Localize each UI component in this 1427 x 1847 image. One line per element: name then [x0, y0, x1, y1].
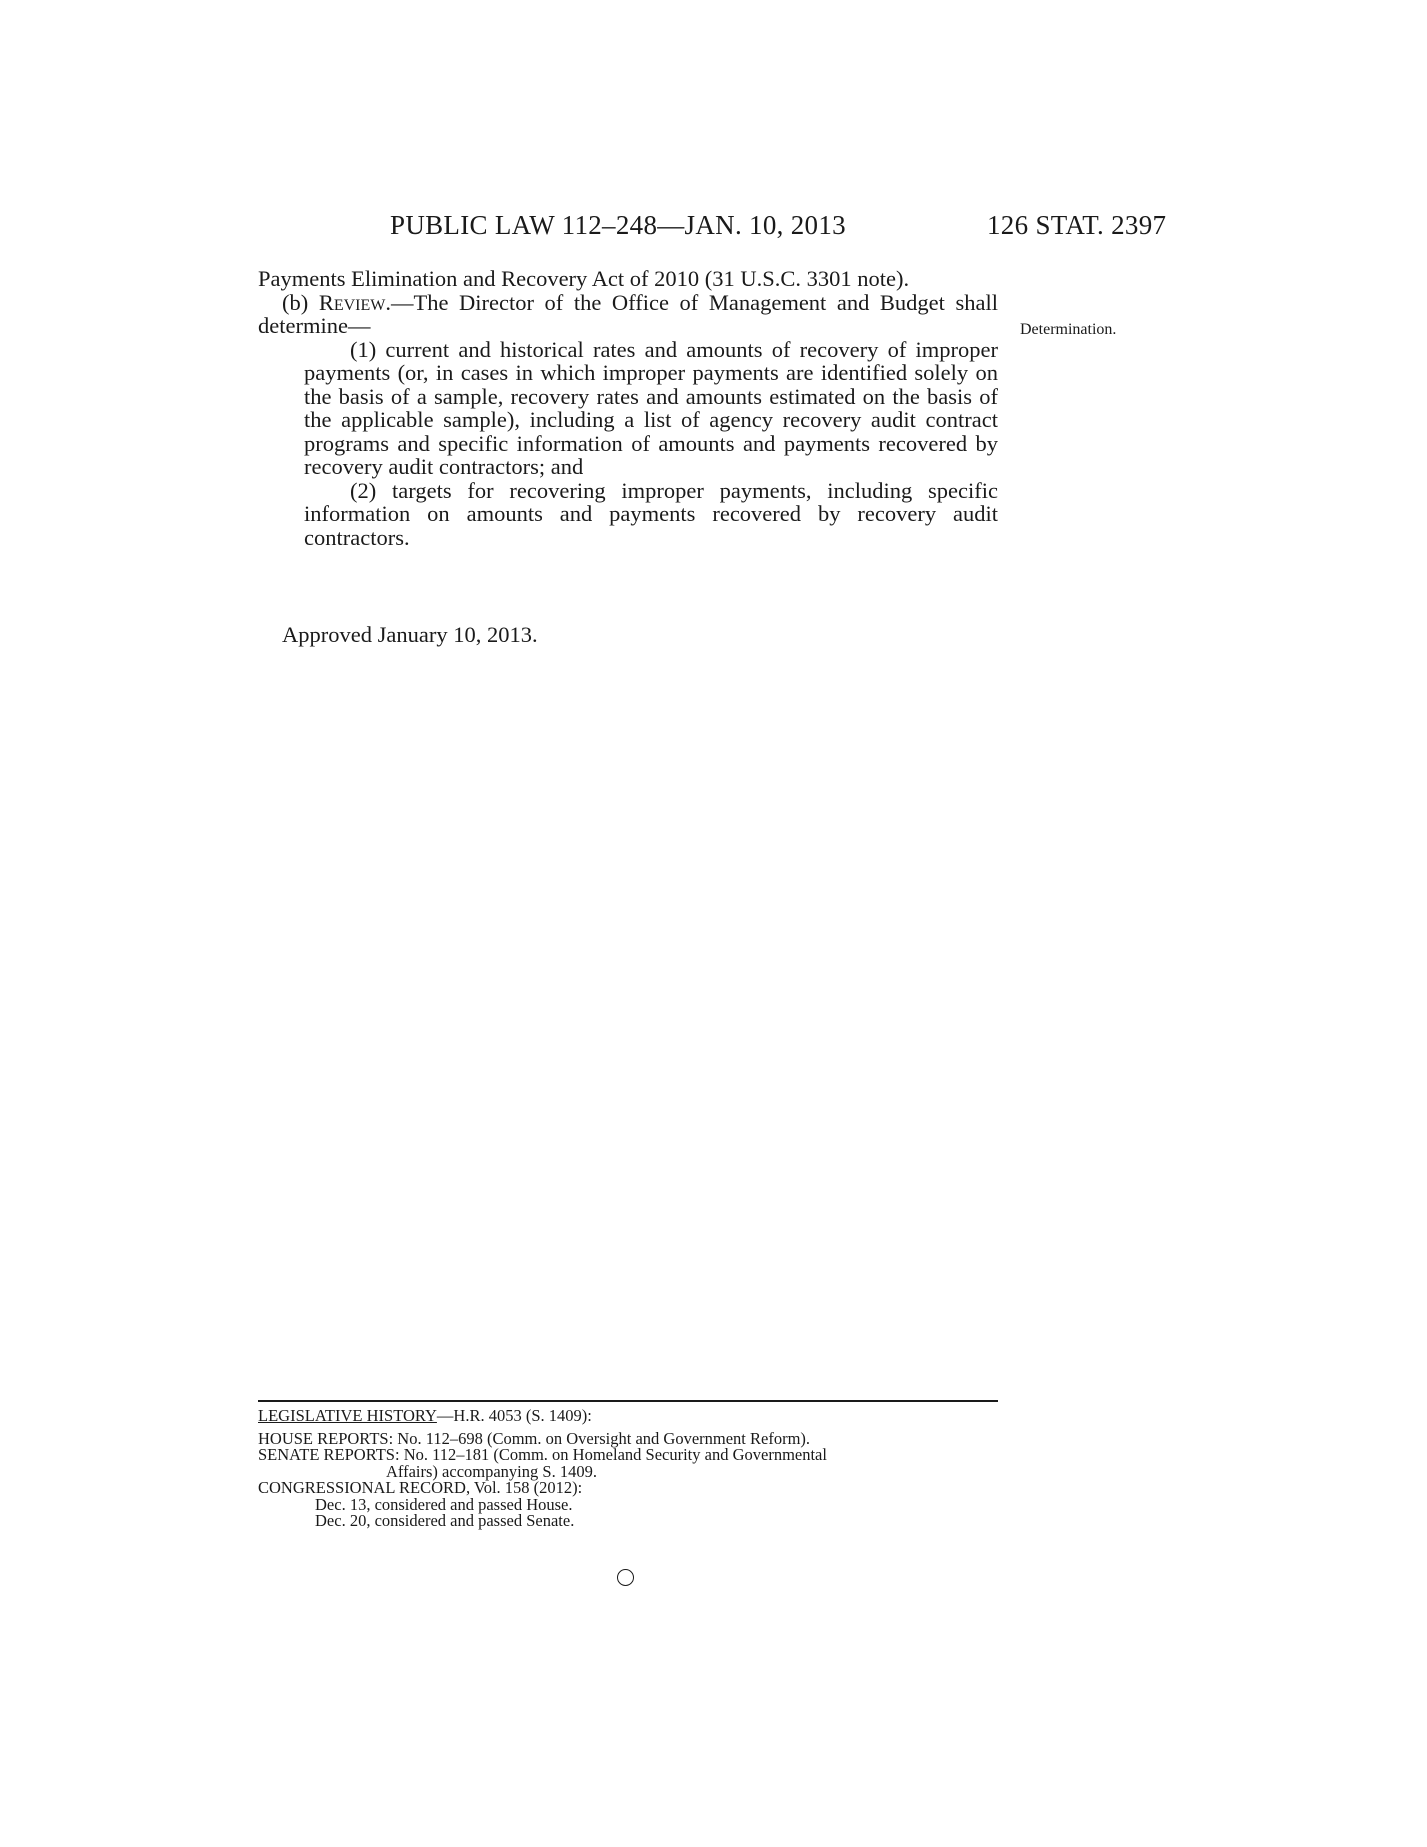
margin-note: Determination. — [1020, 321, 1117, 338]
house-action: Dec. 13, considered and passed House. — [315, 1494, 573, 1514]
legislative-history-heading — [258, 1408, 1003, 1425]
senate-action: Dec. 20, considered and passed Senate. — [315, 1511, 575, 1530]
legislative-history — [258, 1408, 1003, 1530]
subsection-b — [258, 291, 998, 338]
legislative-history-label: LEGISLATIVE HISTORY — [258, 1406, 437, 1425]
continuation-paragraph: Payments Elimination and Recovery Act of 2010 (31 U.S.C. 3301 note). — [258, 266, 910, 291]
subsection-b-heading: Review — [318, 289, 386, 315]
running-header-title: PUBLIC LAW 112–248—JAN. 10, 2013 — [390, 210, 846, 240]
paragraph-1: (1) current and historical rates and amounts of recovery of improper payments (or, in cases in which improper payments are identified solely on the basis of a sample, recovery rates and amounts estimated on the basis of the applicable sample), including a list of agency recovery audit contract programs and specific information of amounts and payments recovered by recovery audit contractors; and — [304, 336, 998, 479]
house-reports: HOUSE REPORTS: No. 112–698 (Comm. on Oversight and Government Reform). — [258, 1428, 811, 1448]
subsection-b-text: .—The Director of the Office of Management and Budget shall determine— — [258, 289, 998, 338]
running-header-page-cite: 126 STAT. 2397 — [987, 210, 1167, 240]
approval-date: Approved January 10, 2013. — [282, 622, 538, 647]
subsection-b-prefix: (b) — [282, 289, 319, 315]
end-of-law-circle-icon — [617, 1569, 634, 1586]
legislative-history-bill: —H.R. 4053 (S. 1409): — [436, 1406, 592, 1425]
paragraph-2: (2) targets for recovering improper payments, including specific information on amounts and payments recovered by recovery audit contractors. — [304, 477, 998, 550]
footnote-divider — [258, 1400, 998, 1402]
senate-reports: SENATE REPORTS: No. 112–181 (Comm. on Homeland Security and Governmental — [258, 1445, 827, 1464]
statute-text — [258, 267, 998, 549]
senate-reports-continued: Affairs) accompanying S. 1409. — [386, 1461, 597, 1481]
congressional-record: CONGRESSIONAL RECORD, Vol. 158 (2012): — [258, 1478, 583, 1497]
